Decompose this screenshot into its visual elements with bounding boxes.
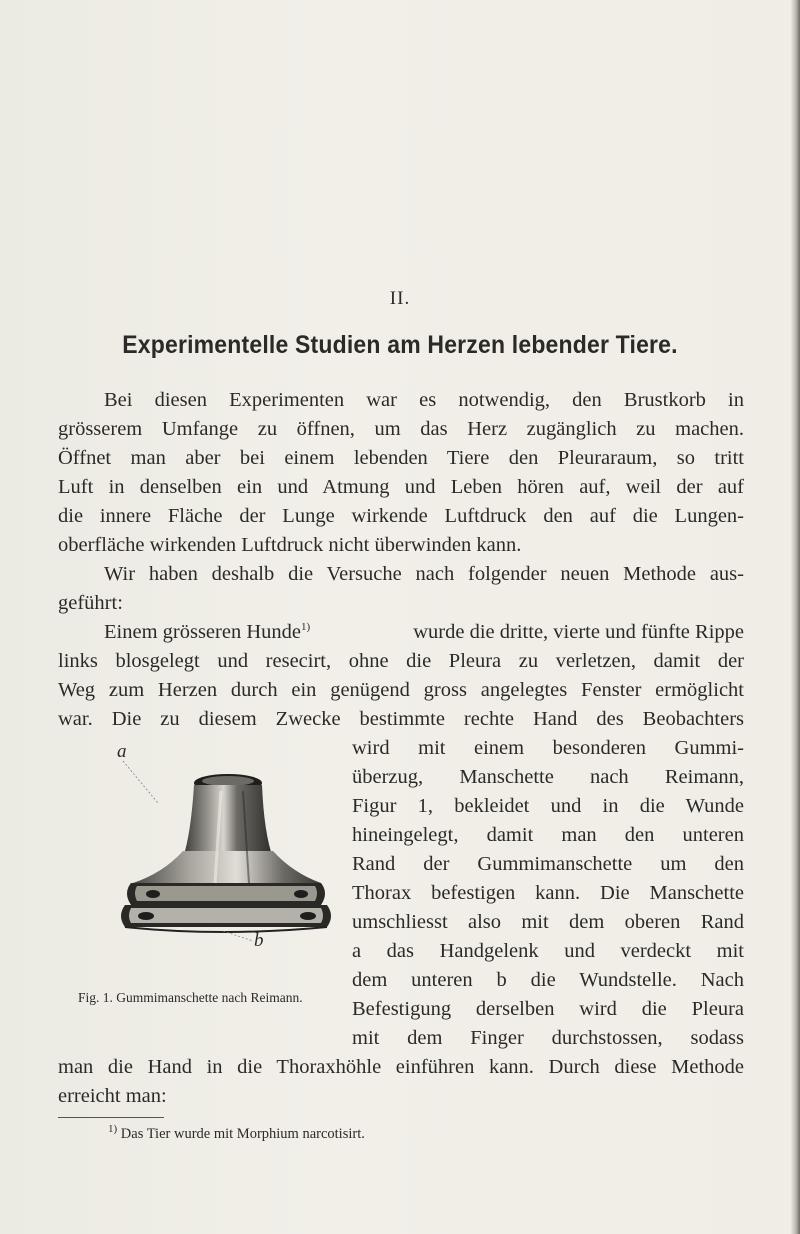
text-line: die innere Fläche der Lunge wirkende Luftdruck den auf die Lungen- — [58, 505, 744, 527]
text-line: man die Hand in die Thoraxhöhle einführen kann. Durch diese Methode — [58, 1056, 744, 1078]
footnote — [108, 1123, 365, 1143]
footnote-text: Das Tier wurde mit Morphium narcotisirt. — [120, 1126, 365, 1142]
text-line: Luft in denselben ein und Atmung und Leben hören auf, weil der auf — [58, 476, 744, 498]
label-a: a — [117, 741, 127, 762]
chapter-number: II. — [389, 288, 411, 309]
text-line: hineingelegt, damit man den unteren — [352, 824, 744, 846]
text-line: geführt: — [58, 592, 123, 614]
text-line: überzug, Manschette nach Reimann, — [352, 766, 744, 788]
footnote-divider — [58, 1117, 164, 1118]
text-line: Befestigung derselben wird die Pleura — [352, 998, 744, 1020]
text-fragment: Einem grösseren Hunde — [104, 621, 301, 643]
text-line: dem unteren b die Wundstelle. Nach — [352, 969, 744, 991]
footnote-marker: 1) — [300, 621, 311, 634]
text-line: Bei diesen Experimenten war es notwendig, den Brustkorb in — [104, 389, 744, 411]
text-line: Öffnet man aber bei einem lebenden Tiere den Pleuraraum, so tritt — [58, 447, 744, 469]
text-line: a das Handgelenk und verdeckt mit — [352, 940, 744, 962]
text-line: Figur 1, bekleidet und in die Wunde — [352, 795, 744, 817]
text-line: Wir haben deshalb die Versuche nach folgender neuen Methode aus- — [104, 563, 744, 585]
text-line: wird mit einem besonderen Gummi- — [352, 737, 744, 759]
text-fragment — [104, 618, 310, 646]
text-line: Weg zum Herzen durch ein genügend gross angelegtes Fenster ermöglicht — [58, 679, 744, 701]
text-line: war. Die zu diesem Zwecke bestimmte rechte Hand des Beobachters — [58, 708, 744, 730]
text-line: grösserem Umfange zu öffnen, um das Herz zugänglich zu machen. — [58, 418, 744, 440]
text-line: umschliesst also mit dem oberen Rand — [352, 911, 744, 933]
text-fragment: wurde die dritte, vierte und fünfte Rippe — [413, 621, 744, 643]
text-line: oberfläche wirkenden Luftdruck nicht überwinden kann. — [58, 534, 522, 556]
text-line: links blosgelegt und resecirt, ohne die Pleura zu verletzen, damit der — [58, 650, 744, 672]
text-line: erreicht man: — [58, 1085, 167, 1107]
text-line — [104, 618, 744, 646]
figure-caption: Fig. 1. Gummimanschette nach Reimann. — [78, 990, 303, 1005]
text-line: Thorax befestigen kann. Die Manschette — [352, 882, 744, 904]
page-edge-shadow — [791, 0, 800, 1234]
text-line: mit dem Finger durchstossen, sodass — [352, 1027, 744, 1049]
gummimanschette-illustration — [103, 733, 331, 943]
chapter-title: Experimentelle Studien am Herzen lebender Tiere. — [122, 331, 678, 359]
footnote-marker: 1) — [108, 1123, 118, 1136]
figure-gummimanschette — [103, 733, 331, 943]
text-line: Rand der Gummimanschette um den — [352, 853, 744, 875]
label-b: b — [254, 930, 264, 951]
